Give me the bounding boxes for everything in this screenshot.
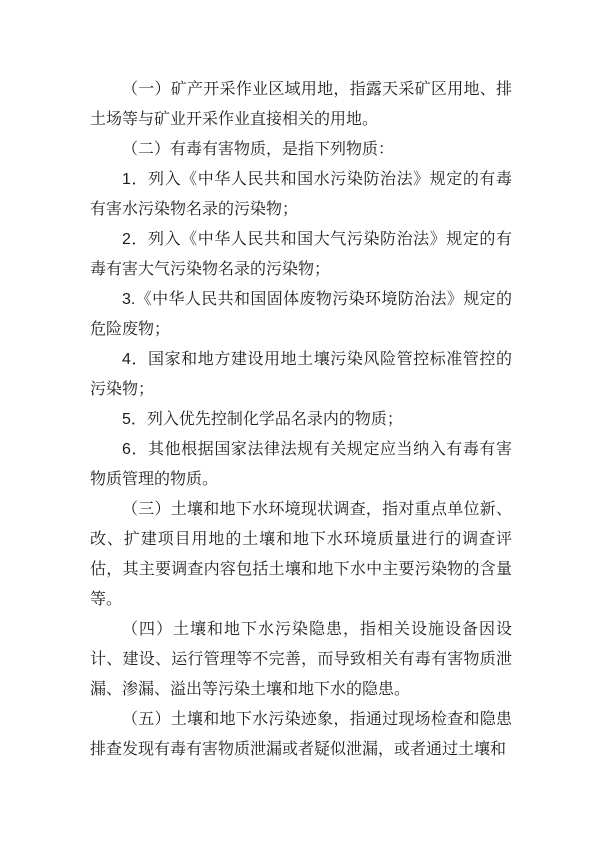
paragraph: （一）矿产开采作业区域用地，指露天采矿区用地、排土场等与矿业开采作业直接相关的用地。 [90,81,512,128]
paragraph: （五）土壤和地下水污染迹象，指通过现场检查和隐患排查发现有毒有害物质泄漏或者疑似泄漏，或者通过土壤和 [90,711,512,758]
paragraph: 6．其他根据国家法律法规有关规定应当纳入有毒有害物质管理的物质。 [90,441,512,488]
paragraph: 5．列入优先控制化学品名录内的物质； [122,411,403,428]
paragraph: （四）土壤和地下水污染隐患，指相关设施设备因设计、建设、运行管理等不完善，而导致相关有毒有害物质泄漏、渗漏、溢出等污染土壤和地下水的隐患。 [90,621,512,698]
paragraph: （三）土壤和地下水环境现状调查，指对重点单位新、改、扩建项目用地的土壤和地下水环境质量进行的调查评估，其主要调查内容包括土壤和地下水中主要污染物的含量等。 [90,501,512,608]
paragraph: （二）有毒有害物质，是指下列物质： [122,141,395,158]
paragraph: 2．列入《中华人民共和国大气污染防治法》规定的有毒有害大气污染物名录的污染物； [90,231,512,278]
paragraph: 4．国家和地方建设用地土壤污染风险管控标准管控的污染物； [90,351,512,398]
paragraph: 3.《中华人民共和国固体废物污染环境防治法》规定的危险废物； [90,291,512,338]
document-body [90,75,512,765]
paragraph: 1．列入《中华人民共和国水污染防治法》规定的有毒有害水污染物名录的污染物； [90,171,512,218]
